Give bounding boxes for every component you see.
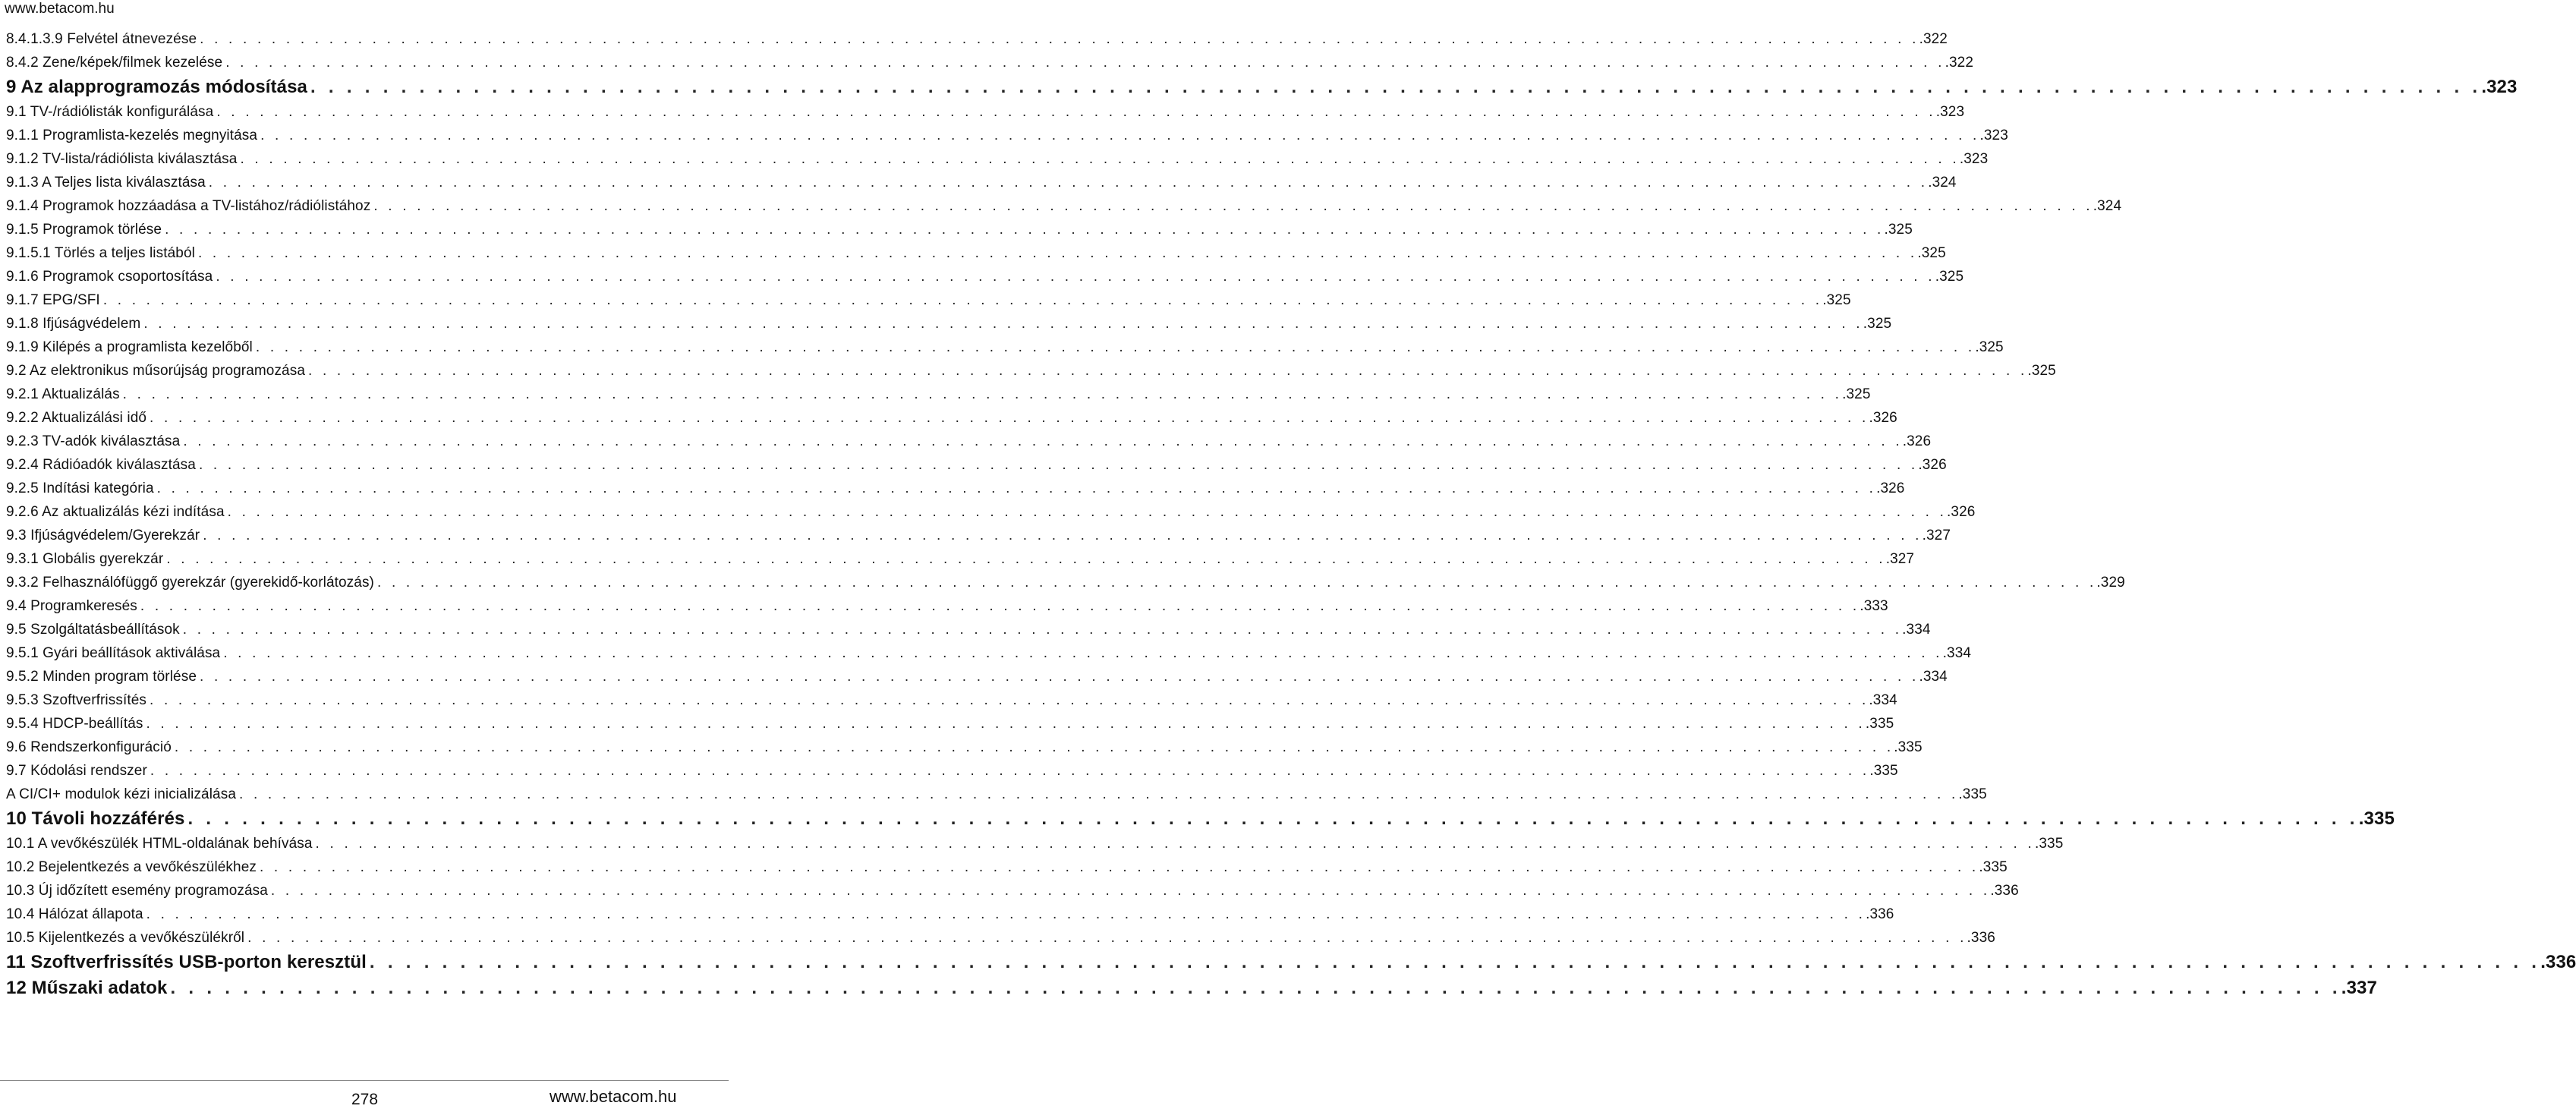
dot-leader: . . . . . . . . . . . . . . . . . . . . . . . . . . . . . . . . . . . . . . . . . . . . . . . . . . . . . . . . . . . . . . . . . . . . . . . . . . . . . . . . . . . . . . . . . . . . . . . . . . . . . . . . . . . . . . . . . . . . . . . .: [146, 906, 1866, 922]
toc-entry-title: 9.2.3 TV-adók kiválasztása: [6, 433, 181, 449]
dot-leader: . . . . . . . . . . . . . . . . . . . . . . . . . . . . . . . . . . . . . . . . . . . . . . . . . . . . . . . . . . . . . . . . . . . . . . . . . . . . . . . . . . . . . . . . . . . . . . . . . . . . . . . . . . . . . . . . . . . . . . . .: [208, 175, 1929, 191]
toc-entry-row[interactable]: [6, 359, 2056, 383]
toc-entry-row[interactable]: [6, 241, 1946, 265]
toc-entry-row[interactable]: [6, 27, 1948, 51]
toc-entry-title: 9.2.1 Aktualizálás: [6, 386, 120, 402]
toc-entry-title: 9.5.4 HDCP-beállítás: [6, 716, 143, 732]
toc-entry-title: 9.1.2 TV-lista/rádiólista kiválasztása: [6, 151, 238, 167]
toc-entry-title: 9.1 TV-/rádiólisták konfigurálása: [6, 104, 214, 120]
toc-entry-row[interactable]: [6, 430, 1932, 453]
toc-entry-row[interactable]: [6, 524, 1951, 547]
toc-page-number: .322: [1919, 31, 1948, 47]
toc-entry-row[interactable]: [6, 571, 2125, 594]
dot-leader: . . . . . . . . . . . . . . . . . . . . . . . . . . . . . . . . . . . . . . . . . . . . . . . . . . . . . . . . . . . . . . . . . . . . . . . . . . . . . . . . . . . . . . . . . . . . . . . . . . . . . . . . . . . . . . . . . . . . . . . .: [165, 222, 1885, 238]
toc-page-number: .333: [1860, 598, 1888, 614]
toc-entry-row[interactable]: [6, 383, 1871, 406]
footer-page-number: 278: [351, 1091, 379, 1108]
toc-entry-row[interactable]: [6, 194, 2122, 218]
dot-leader: . . . . . . . . . . . . . . . . . . . . . . . . . . . . . . . . . . . . . . . . . . . . . . . . . . . . . . . . . . . . . . . . . . . . . . . . . . . . . . . . . . . . . . . . . . . . . . . . . . . . . . . . . . . . . . . . . . . . . . . .: [170, 978, 2341, 998]
toc-entry-row[interactable]: [6, 477, 1905, 500]
toc-page-number: .325: [1917, 245, 1946, 261]
footer-divider: [0, 1080, 729, 1081]
toc-entry-row[interactable]: [6, 406, 1897, 430]
toc-entry-row[interactable]: [6, 124, 2008, 147]
dot-leader: . . . . . . . . . . . . . . . . . . . . . . . . . . . . . . . . . . . . . . . . . . . . . . . . . . . . . . . . . . . . . . . . . . . . . . . . . . . . . . . . . . . . . . . . . . . . . . . . . . . . . . . . . . . . . . . . . . . . . . . .: [247, 930, 1967, 946]
toc-page-number: .324: [1928, 175, 1957, 191]
toc-entry-row[interactable]: [6, 453, 1947, 477]
toc-entry-title: 9.1.3 A Teljes lista kiválasztása: [6, 175, 206, 191]
dot-leader: . . . . . . . . . . . . . . . . . . . . . . . . . . . . . . . . . . . . . . . . . . . . . . . . . . . . . . . . . . . . . . . . . . . . . . . . . . . . . . . . . . . . . . . . . . . . . . . . . . . . . . . . . . . . . . . . . . . . . . . .: [259, 859, 1979, 875]
toc-page-number: .335: [1894, 739, 1923, 755]
toc-entry-title: 9.5.3 Szoftverfrissítés: [6, 692, 146, 708]
toc-entry-row[interactable]: [6, 218, 1913, 241]
dot-leader: . . . . . . . . . . . . . . . . . . . . . . . . . . . . . . . . . . . . . . . . . . . . . . . . . . . . . . . . . . . . . . . . . . . . . . . . . . . . . . . . . . . . . . . . . . . . . . . . . . . . . . . . . . . . . . . . . . . . . . . .: [270, 883, 1991, 899]
dot-leader: . . . . . . . . . . . . . . . . . . . . . . . . . . . . . . . . . . . . . . . . . . . . . . . . . . . . . . . . . . . . . . . . . . . . . . . . . . . . . . . . . . . . . . . . . . . . . . . . . . . . . . . . . . . . . . . . . . . . . . . .: [102, 292, 1823, 308]
toc-entry-row[interactable]: [6, 832, 2064, 855]
toc-page-number: .325: [1975, 339, 2004, 355]
toc-entry-title: 10.4 Hálózat állapota: [6, 906, 143, 922]
toc-entry-title: 9.4 Programkeresés: [6, 598, 137, 614]
toc-page-number: .326: [1947, 504, 1976, 520]
dot-leader: . . . . . . . . . . . . . . . . . . . . . . . . . . . . . . . . . . . . . . . . . . . . . . . . . . . . . . . . . . . . . . . . . . . . . . . . . . . . . . . . . . . . . . . . . . . . . . . . . . . . . . . . . . . . . . . . . . . . . . . .: [150, 763, 1870, 779]
toc-entry-title: 9 Az alapprogramozás módosítása: [6, 77, 307, 97]
toc-entry-row[interactable]: [6, 594, 1888, 618]
toc-page-number: .326: [1902, 433, 1932, 449]
toc-page-number: .326: [1876, 480, 1905, 496]
toc-page-number: .327: [1885, 551, 1915, 567]
dot-leader: . . . . . . . . . . . . . . . . . . . . . . . . . . . . . . . . . . . . . . . . . . . . . . . . . . . . . . . . . . . . . . . . . . . . . . . . . . . . . . . . . . . . . . . . . . . . . . . . . . . . . . . . . . . . . . . . . . . . . . . .: [376, 575, 2097, 591]
toc-page-number: .327: [1922, 528, 1951, 543]
dot-leader: . . . . . . . . . . . . . . . . . . . . . . . . . . . . . . . . . . . . . . . . . . . . . . . . . . . . . . . . . . . . . . . . . . . . . . . . . . . . . . . . . . . . . . . . . . . . . . . . . . . . . . . . . . . . . . . . . . . . . . . .: [203, 528, 1923, 543]
toc-page-number: .329: [2096, 575, 2125, 591]
toc-page-number: .334: [1902, 622, 1931, 638]
toc-page-number: .323: [1979, 128, 2008, 143]
toc-entry-title: 11 Szoftverfrissítés USB-porton keresztül: [6, 952, 367, 972]
toc-page-number: .334: [1869, 692, 1897, 708]
dot-leader: . . . . . . . . . . . . . . . . . . . . . . . . . . . . . . . . . . . . . . . . . . . . . . . . . . . . . . . . . . . . . . . . . . . . . . . . . . . . . . . . . . . . . . . . . . . . . . . . . . . . . . . . . . . . . . . . . . . . . . . .: [140, 598, 1860, 614]
toc-page-number: .335: [1958, 786, 1987, 802]
toc-entry-title: 9.2.2 Aktualizálási idő: [6, 410, 147, 426]
toc-entry-row[interactable]: [6, 312, 1892, 335]
toc-page-number: .335: [1979, 859, 2008, 875]
toc-entry-title: 10.2 Bejelentkezés a vevőkészülékhez: [6, 859, 257, 875]
toc-page-number: .336: [1866, 906, 1894, 922]
toc-entry-title: 9.1.5.1 Törlés a teljes listából: [6, 245, 195, 261]
toc-page-number: .323: [1935, 104, 1965, 120]
toc-entry-title: 9.1.7 EPG/SFI: [6, 292, 100, 308]
dot-leader: . . . . . . . . . . . . . . . . . . . . . . . . . . . . . . . . . . . . . . . . . . . . . . . . . . . . . . . . . . . . . . . . . . . . . . . . . . . . . . . . . . . . . . . . . . . . . . . . . . . . . . . . . . . . . . . . . . . . . . . .: [260, 128, 1980, 143]
toc-page-number: .334: [1919, 669, 1948, 685]
toc-entry-title: 10.5 Kijelentkezés a vevőkészülékről: [6, 930, 245, 946]
dot-leader: . . . . . . . . . . . . . . . . . . . . . . . . . . . . . . . . . . . . . . . . . . . . . . . . . . . . . . . . . . . . . . . . . . . . . . . . . . . . . . . . . . . . . . . . . . . . . . . . . . . . . . . . . . . . . . . . . . . . . . . .: [255, 339, 1976, 355]
toc-entry-row[interactable]: [6, 335, 2004, 359]
toc-page-number: .335: [1869, 763, 1898, 779]
toc-entry-title: 9.3 Ifjúságvédelem/Gyerekzár: [6, 528, 200, 543]
dot-leader: . . . . . . . . . . . . . . . . . . . . . . . . . . . . . . . . . . . . . . . . . . . . . . . . . . . . . . . . . . . . . . . . . . . . . . . . . . . . . . . . . . . . . . . . . . . . . . . . . . . . . . . . . . . . . . . . . . . . . . . .: [200, 31, 1919, 47]
toc-entry-row[interactable]: [6, 665, 1948, 688]
toc-page-number: .336: [1990, 883, 2019, 899]
dot-leader: . . . . . . . . . . . . . . . . . . . . . . . . . . . . . . . . . . . . . . . . . . . . . . . . . . . . . . . . . . . . . . . . . . . . . . . . . . . . . . . . . . . . . . . . . . . . . . . . . . . . . . . . . . . . . . . . . . . . . . . .: [187, 808, 2359, 829]
dot-leader: . . . . . . . . . . . . . . . . . . . . . . . . . . . . . . . . . . . . . . . . . . . . . . . . . . . . . . . . . . . . . . . . . . . . . . . . . . . . . . . . . . . . . . . . . . . . . . . . . . . . . . . . . . . . . . . . . . . . . . . .: [310, 77, 2482, 97]
toc-page-number: .337: [2341, 978, 2377, 998]
toc-entry-row[interactable]: [6, 547, 1915, 571]
toc-entry-title: 10.3 Új időzített esemény programozása: [6, 883, 268, 899]
toc-entry-title: 8.4.2 Zene/képek/filmek kezelése: [6, 55, 223, 71]
toc-entry-title: 10.1 A vevőkészülék HTML-oldalának behívása: [6, 836, 313, 852]
toc-entry-row[interactable]: [6, 288, 1851, 312]
dot-leader: . . . . . . . . . . . . . . . . . . . . . . . . . . . . . . . . . . . . . . . . . . . . . . . . . . . . . . . . . . . . . . . . . . . . . . . . . . . . . . . . . . . . . . . . . . . . . . . . . . . . . . . . . . . . . . . . . . . . . . . .: [174, 739, 1894, 755]
toc-entry-title: 9.1.5 Programok törlése: [6, 222, 162, 238]
dot-leader: . . . . . . . . . . . . . . . . . . . . . . . . . . . . . . . . . . . . . . . . . . . . . . . . . . . . . . . . . . . . . . . . . . . . . . . . . . . . . . . . . . . . . . . . . . . . . . . . . . . . . . . . . . . . . . . . . . . . . . . .: [122, 386, 1843, 402]
toc-entry-row[interactable]: [6, 903, 1894, 926]
toc-chapter-row[interactable]: [6, 74, 2518, 100]
dot-leader: . . . . . . . . . . . . . . . . . . . . . . . . . . . . . . . . . . . . . . . . . . . . . . . . . . . . . . . . . . . . . . . . . . . . . . . . . . . . . . . . . . . . . . . . . . . . . . . . . . . . . . . . . . . . . . . . . . . . . . . .: [166, 551, 1886, 567]
toc-entry-title: 9.5.2 Minden program törlése: [6, 669, 197, 685]
toc-page-number: .325: [1863, 316, 1892, 332]
toc-entry-title: 9.6 Rendszerkonfiguráció: [6, 739, 172, 755]
toc-page-number: .335: [2358, 808, 2395, 829]
toc-page-number: .334: [1942, 645, 1972, 661]
toc-page-number: .326: [1869, 410, 1897, 426]
toc-entry-row[interactable]: [6, 618, 1931, 641]
toc-entry-title: 9.3.2 Felhasználófüggő gyerekzár (gyerekidő-korlátozás): [6, 575, 374, 591]
toc-page-number: .324: [2093, 198, 2122, 214]
toc-entry-row[interactable]: [6, 879, 2019, 903]
toc-entry-row[interactable]: [6, 265, 1964, 288]
dot-leader: . . . . . . . . . . . . . . . . . . . . . . . . . . . . . . . . . . . . . . . . . . . . . . . . . . . . . . . . . . . . . . . . . . . . . . . . . . . . . . . . . . . . . . . . . . . . . . . . . . . . . . . . . . . . . . . . . . . . . . . .: [240, 151, 1960, 167]
dot-leader: . . . . . . . . . . . . . . . . . . . . . . . . . . . . . . . . . . . . . . . . . . . . . . . . . . . . . . . . . . . . . . . . . . . . . . . . . . . . . . . . . . . . . . . . . . . . . . . . . . . . . . . . . . . . . . . . . . . . . . . .: [150, 410, 1869, 426]
toc-entry-row[interactable]: [6, 783, 1987, 806]
dot-leader: . . . . . . . . . . . . . . . . . . . . . . . . . . . . . . . . . . . . . . . . . . . . . . . . . . . . . . . . . . . . . . . . . . . . . . . . . . . . . . . . . . . . . . . . . . . . . . . . . . . . . . . . . . . . . . . . . . . . . . . .: [225, 55, 1945, 71]
toc-entry-title: 9.1.8 Ifjúságvédelem: [6, 316, 141, 332]
dot-leader: . . . . . . . . . . . . . . . . . . . . . . . . . . . . . . . . . . . . . . . . . . . . . . . . . . . . . . . . . . . . . . . . . . . . . . . . . . . . . . . . . . . . . . . . . . . . . . . . . . . . . . . . . . . . . . . . . . . . . . . .: [308, 363, 2028, 379]
toc-entry-title: 9.2 Az elektronikus műsorújság programozása: [6, 363, 305, 379]
toc-chapter-row[interactable]: [6, 975, 2377, 1001]
dot-leader: . . . . . . . . . . . . . . . . . . . . . . . . . . . . . . . . . . . . . . . . . . . . . . . . . . . . . . . . . . . . . . . . . . . . . . . . . . . . . . . . . . . . . . . . . . . . . . . . . . . . . . . . . . . . . . . . . . . . . . . .: [198, 457, 1919, 473]
toc-page-number: .325: [1822, 292, 1851, 308]
toc-chapter-row[interactable]: [6, 950, 2576, 975]
dot-leader: . . . . . . . . . . . . . . . . . . . . . . . . . . . . . . . . . . . . . . . . . . . . . . . . . . . . . . . . . . . . . . . . . . . . . . . . . . . . . . . . . . . . . . . . . . . . . . . . . . . . . . . . . . . . . . . . . . . . . . . .: [315, 836, 2035, 852]
toc-entry-row[interactable]: [6, 855, 2008, 879]
dot-leader: . . . . . . . . . . . . . . . . . . . . . . . . . . . . . . . . . . . . . . . . . . . . . . . . . . . . . . . . . . . . . . . . . . . . . . . . . . . . . . . . . . . . . . . . . . . . . . . . . . . . . . . . . . . . . . . . . . . . . . . .: [143, 316, 1863, 332]
toc-entry-row[interactable]: [6, 759, 1898, 783]
toc-entry-row[interactable]: [6, 688, 1897, 712]
toc-entry-title: 9.1.9 Kilépés a programlista kezelőből: [6, 339, 253, 355]
toc-page-number: .335: [1865, 716, 1894, 732]
dot-leader: . . . . . . . . . . . . . . . . . . . . . . . . . . . . . . . . . . . . . . . . . . . . . . . . . . . . . . . . . . . . . . . . . . . . . . . . . . . . . . . . . . . . . . . . . . . . . . . . . . . . . . . . . . . . . . . . . . . . . . . .: [238, 786, 1959, 802]
toc-entry-title: 9.3.1 Globális gyerekzár: [6, 551, 164, 567]
table-of-contents: [6, 27, 2576, 1001]
toc-chapter-row[interactable]: [6, 806, 2395, 832]
dot-leader: . . . . . . . . . . . . . . . . . . . . . . . . . . . . . . . . . . . . . . . . . . . . . . . . . . . . . . . . . . . . . . . . . . . . . . . . . . . . . . . . . . . . . . . . . . . . . . . . . . . . . . . . . . . . . . . . . . . . . . . .: [182, 622, 1903, 638]
toc-entry-row[interactable]: [6, 500, 1976, 524]
toc-entry-title: 9.1.1 Programlista-kezelés megnyitása: [6, 128, 258, 143]
toc-entry-title: 9.2.4 Rádióadók kiválasztása: [6, 457, 196, 473]
toc-entry-row[interactable]: [6, 171, 1957, 194]
toc-page-number: .325: [1935, 269, 1964, 285]
toc-entry-title: 9.1.6 Programok csoportosítása: [6, 269, 213, 285]
toc-page-number: .323: [1959, 151, 1989, 167]
toc-entry-title: A CI/CI+ modulok kézi inicializálása: [6, 786, 236, 802]
toc-page-number: .326: [1918, 457, 1947, 473]
toc-entry-row[interactable]: [6, 641, 1972, 665]
dot-leader: . . . . . . . . . . . . . . . . . . . . . . . . . . . . . . . . . . . . . . . . . . . . . . . . . . . . . . . . . . . . . . . . . . . . . . . . . . . . . . . . . . . . . . . . . . . . . . . . . . . . . . . . . . . . . . . . . . . . . . . .: [183, 433, 1903, 449]
dot-leader: . . . . . . . . . . . . . . . . . . . . . . . . . . . . . . . . . . . . . . . . . . . . . . . . . . . . . . . . . . . . . . . . . . . . . . . . . . . . . . . . . . . . . . . . . . . . . . . . . . . . . . . . . . . . . . . . . . . . . . . .: [197, 245, 1918, 261]
header-url: www.betacom.hu: [5, 1, 115, 17]
toc-page-number: .336: [1967, 930, 1995, 946]
dot-leader: . . . . . . . . . . . . . . . . . . . . . . . . . . . . . . . . . . . . . . . . . . . . . . . . . . . . . . . . . . . . . . . . . . . . . . . . . . . . . . . . . . . . . . . . . . . . . . . . . . . . . . . . . . . . . . . . . . . . . . . .: [216, 269, 1935, 285]
dot-leader: . . . . . . . . . . . . . . . . . . . . . . . . . . . . . . . . . . . . . . . . . . . . . . . . . . . . . . . . . . . . . . . . . . . . . . . . . . . . . . . . . . . . . . . . . . . . . . . . . . . . . . . . . . . . . . . . . . . . . . . .: [200, 669, 1919, 685]
dot-leader: . . . . . . . . . . . . . . . . . . . . . . . . . . . . . . . . . . . . . . . . . . . . . . . . . . . . . . . . . . . . . . . . . . . . . . . . . . . . . . . . . . . . . . . . . . . . . . . . . . . . . . . . . . . . . . . . . . . . . . . .: [227, 504, 1948, 520]
toc-entry-title: 9.5.1 Gyári beállítások aktiválása: [6, 645, 221, 661]
toc-entry-title: 10 Távoli hozzáférés: [6, 808, 185, 829]
toc-page-number: .335: [2034, 836, 2064, 852]
toc-entry-row[interactable]: [6, 100, 1965, 124]
toc-entry-row[interactable]: [6, 51, 1974, 74]
toc-page-number: .323: [2481, 77, 2518, 97]
toc-entry-row[interactable]: [6, 147, 1989, 171]
toc-entry-title: 9.7 Kódolási rendszer: [6, 763, 147, 779]
dot-leader: . . . . . . . . . . . . . . . . . . . . . . . . . . . . . . . . . . . . . . . . . . . . . . . . . . . . . . . . . . . . . . . . . . . . . . . . . . . . . . . . . . . . . . . . . . . . . . . . . . . . . . . . . . . . . . . . . . . . . . . .: [216, 104, 1936, 120]
toc-entry-row[interactable]: [6, 712, 1894, 736]
toc-entry-title: 8.4.1.3.9 Felvétel átnevezése: [6, 31, 197, 47]
toc-page-number: .336: [2540, 952, 2576, 972]
dot-leader: . . . . . . . . . . . . . . . . . . . . . . . . . . . . . . . . . . . . . . . . . . . . . . . . . . . . . . . . . . . . . . . . . . . . . . . . . . . . . . . . . . . . . . . . . . . . . . . . . . . . . . . . . . . . . . . . . . . . . . . .: [149, 692, 1869, 708]
toc-entry-title: 9.2.5 Indítási kategória: [6, 480, 154, 496]
toc-page-number: .322: [1945, 55, 1974, 71]
dot-leader: . . . . . . . . . . . . . . . . . . . . . . . . . . . . . . . . . . . . . . . . . . . . . . . . . . . . . . . . . . . . . . . . . . . . . . . . . . . . . . . . . . . . . . . . . . . . . . . . . . . . . . . . . . . . . . . . . . . . . . . .: [156, 480, 1877, 496]
toc-page-number: .325: [2027, 363, 2056, 379]
dot-leader: . . . . . . . . . . . . . . . . . . . . . . . . . . . . . . . . . . . . . . . . . . . . . . . . . . . . . . . . . . . . . . . . . . . . . . . . . . . . . . . . . . . . . . . . . . . . . . . . . . . . . . . . . . . . . . . . . . . . . . . .: [146, 716, 1866, 732]
toc-entry-title: 9.1.4 Programok hozzáadása a TV-listához/rádiólistához: [6, 198, 371, 214]
dot-leader: . . . . . . . . . . . . . . . . . . . . . . . . . . . . . . . . . . . . . . . . . . . . . . . . . . . . . . . . . . . . . . . . . . . . . . . . . . . . . . . . . . . . . . . . . . . . . . . . . . . . . . . . . . . . . . . . . . . . . . . .: [369, 952, 2541, 972]
dot-leader: . . . . . . . . . . . . . . . . . . . . . . . . . . . . . . . . . . . . . . . . . . . . . . . . . . . . . . . . . . . . . . . . . . . . . . . . . . . . . . . . . . . . . . . . . . . . . . . . . . . . . . . . . . . . . . . . . . . . . . . .: [223, 645, 1943, 661]
dot-leader: . . . . . . . . . . . . . . . . . . . . . . . . . . . . . . . . . . . . . . . . . . . . . . . . . . . . . . . . . . . . . . . . . . . . . . . . . . . . . . . . . . . . . . . . . . . . . . . . . . . . . . . . . . . . . . . . . . . . . . . .: [373, 198, 2093, 214]
toc-entry-title: 9.5 Szolgáltatásbeállítások: [6, 622, 180, 638]
footer-url: www.betacom.hu: [550, 1087, 677, 1106]
toc-page-number: .325: [1884, 222, 1913, 238]
toc-page-number: .325: [1842, 386, 1871, 402]
toc-entry-row[interactable]: [6, 926, 1995, 950]
toc-entry-title: 9.2.6 Az aktualizálás kézi indítása: [6, 504, 225, 520]
toc-entry-title: 12 Műszaki adatok: [6, 978, 168, 998]
toc-entry-row[interactable]: [6, 736, 1923, 759]
